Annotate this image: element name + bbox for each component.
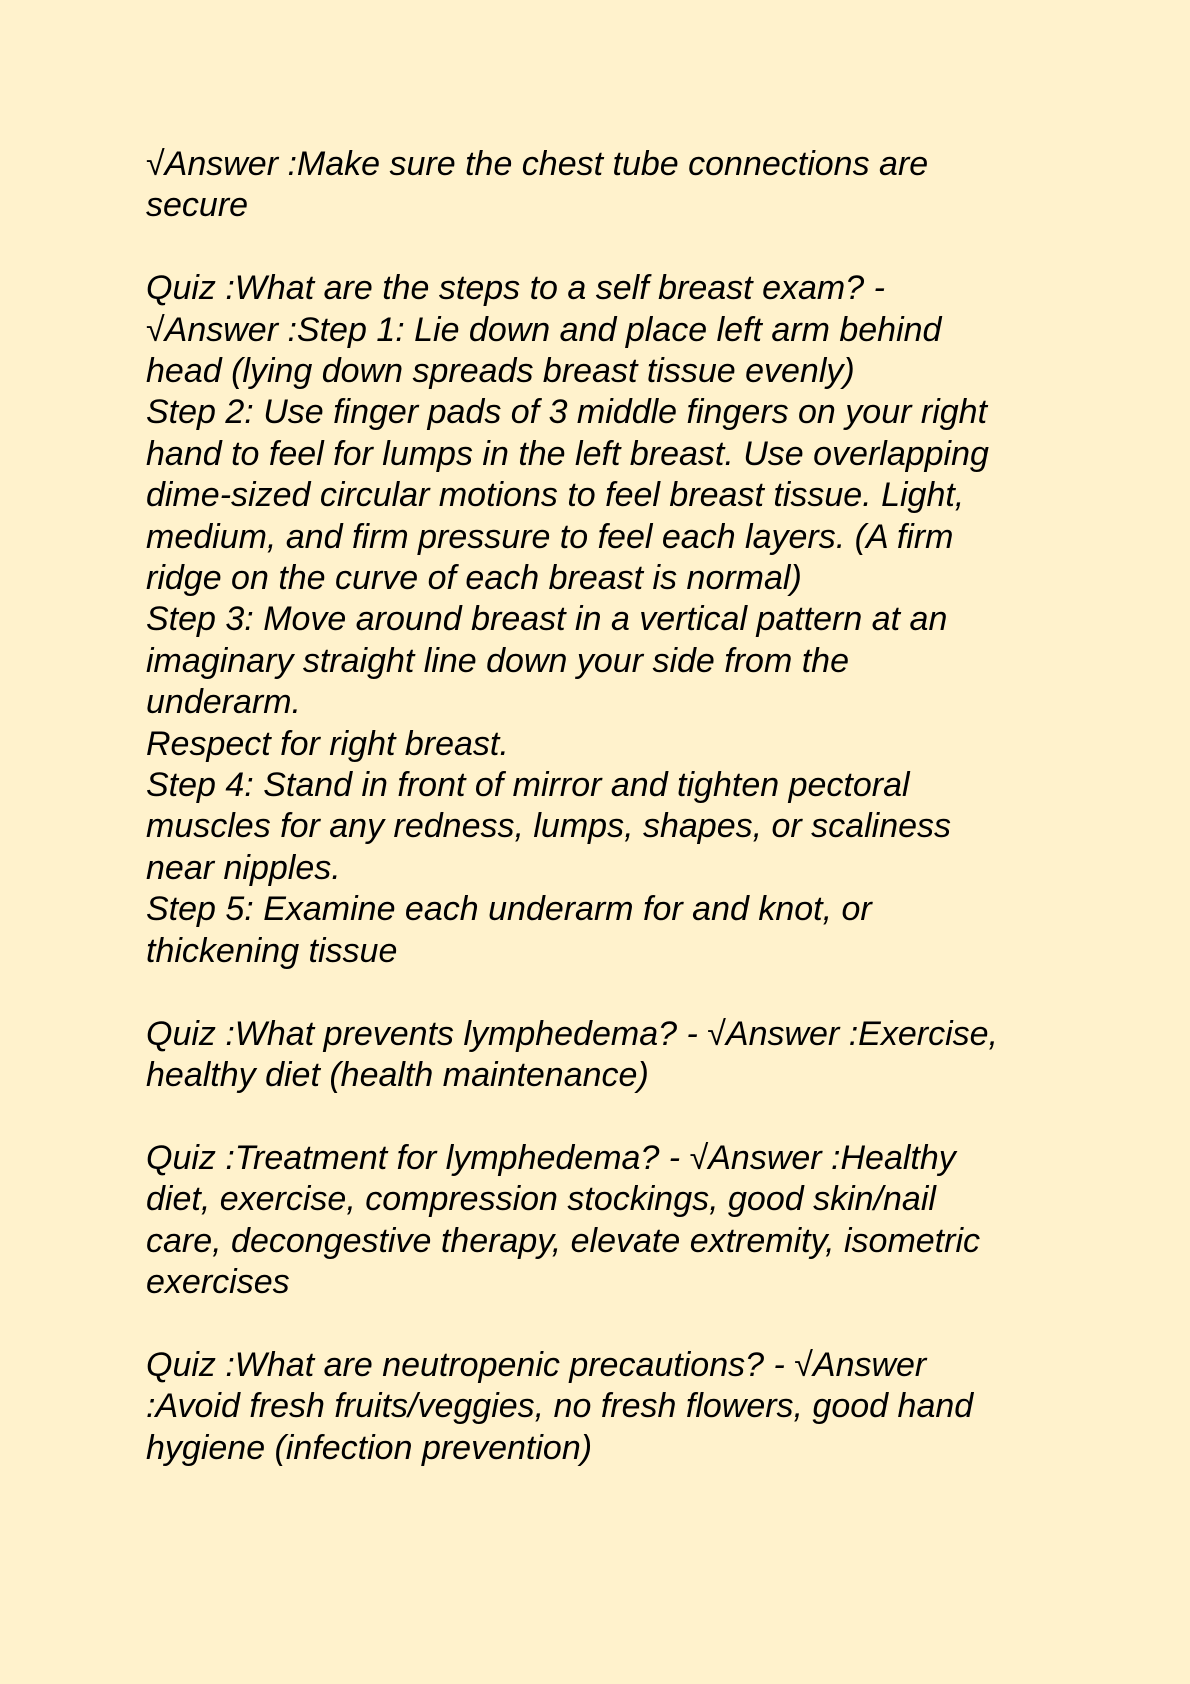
- text-line: exercises: [146, 1262, 290, 1301]
- text-line: secure: [146, 186, 249, 225]
- text-line: near nipples.: [146, 848, 341, 887]
- text-line: head (lying down spreads breast tissue evenly): [146, 352, 855, 391]
- text-line: dime-sized circular motions to feel breast tissue. Light,: [146, 476, 965, 515]
- quiz-block-neutropenic-precautions: [146, 1345, 1146, 1469]
- text-line: Quiz :What are neutropenic precautions? - √Answer: [146, 1345, 927, 1384]
- text-line: ridge on the curve of each breast is normal): [146, 559, 802, 598]
- text-line: imaginary straight line down your side from the: [146, 641, 849, 680]
- text-line: Respect for right breast.: [146, 724, 509, 763]
- text-line: Step 5: Examine each underarm for and knot, or: [146, 890, 872, 929]
- quiz-block-self-breast-exam: [146, 268, 1146, 972]
- text-line: Step 4: Stand in front of mirror and tighten pectoral: [146, 766, 910, 805]
- text-line: Step 2: Use finger pads of 3 middle fingers on your right: [146, 393, 988, 432]
- text-line: muscles for any redness, lumps, shapes, or scaliness: [146, 807, 952, 846]
- text-line: √Answer :Make sure the chest tube connections are: [146, 145, 929, 183]
- text-line: Quiz :What prevents lymphedema? - √Answer :Exercise,: [146, 1014, 998, 1053]
- text-line: Quiz :Treatment for lymphedema? - √Answer :Healthy: [146, 1138, 956, 1177]
- answer-block-chest-tube: [146, 144, 1146, 227]
- text-line: medium, and firm pressure to feel each layers. (A firm: [146, 517, 954, 556]
- text-line: Step 3: Move around breast in a vertical pattern at an: [146, 600, 948, 639]
- text-line: √Answer :Step 1: Lie down and place left arm behind: [146, 310, 942, 349]
- document-page: [146, 144, 1146, 1510]
- text-line: hand to feel for lumps in the left breast. Use overlapping: [146, 434, 989, 473]
- quiz-block-lymphedema-treatment: [146, 1138, 1146, 1304]
- text-line: Quiz :What are the steps to a self breast exam? -: [146, 269, 885, 308]
- text-line: healthy diet (health maintenance): [146, 1055, 649, 1094]
- text-line: :Avoid fresh fruits/veggies, no fresh flowers, good hand: [146, 1387, 974, 1426]
- text-line: diet, exercise, compression stockings, good skin/nail: [146, 1180, 936, 1219]
- text-line: care, decongestive therapy, elevate extremity, isometric: [146, 1221, 980, 1260]
- text-line: underarm.: [146, 683, 301, 722]
- quiz-block-lymphedema-prevention: [146, 1014, 1146, 1097]
- text-line: thickening tissue: [146, 931, 398, 970]
- text-line: hygiene (infection prevention): [146, 1428, 593, 1467]
